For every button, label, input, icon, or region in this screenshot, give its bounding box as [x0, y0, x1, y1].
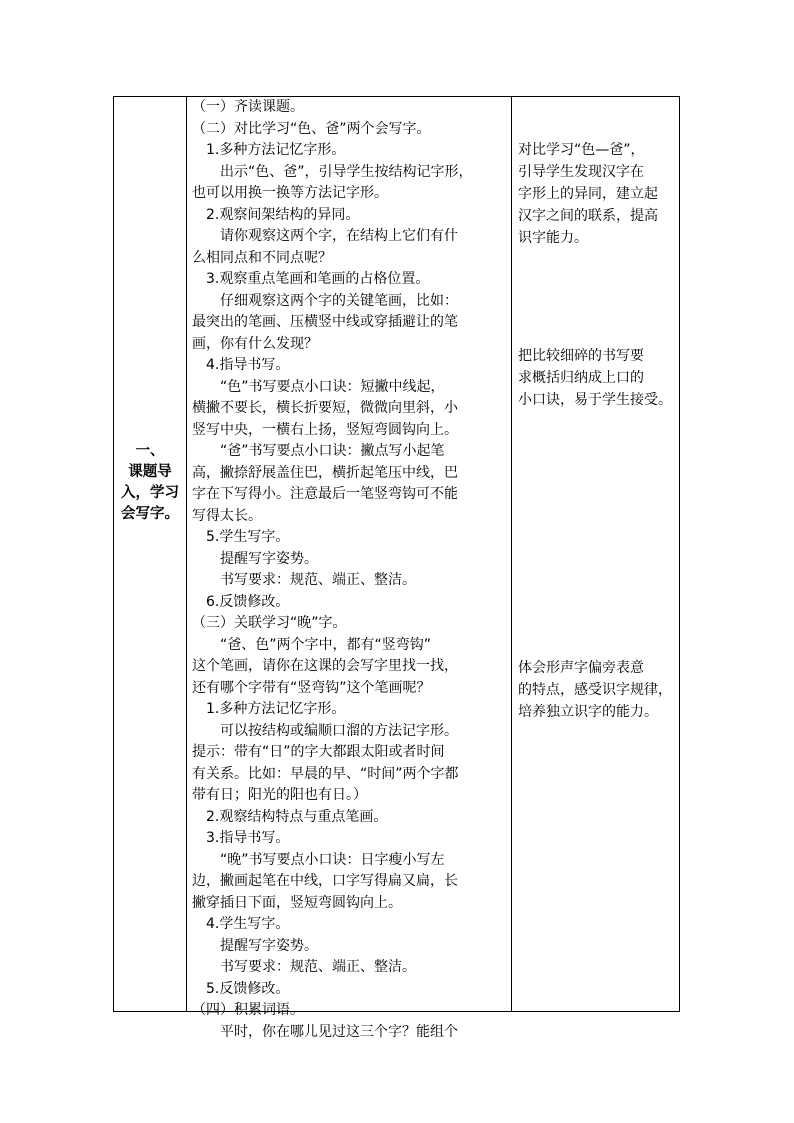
- content-line: “爸”书写要点小口诀：撇点写小起笔: [192, 443, 445, 459]
- column-divider-1: [186, 97, 187, 1011]
- content-line: 写得太长。: [192, 507, 262, 524]
- column-divider-2: [511, 97, 512, 1011]
- design-note-3: [518, 657, 678, 723]
- content-line: 平时，你在哪儿见过这三个字？能组个: [192, 1023, 458, 1040]
- design-note-2: [518, 345, 678, 411]
- content-line: （三）关联学习“晚”字。: [192, 615, 347, 631]
- content-line: 仔细观察这两个字的关键笔画，比如：: [192, 292, 458, 309]
- content-line: （二）对比学习“色、爸”两个会写字。: [192, 120, 431, 137]
- content-line: 4.指导书写。: [192, 357, 290, 373]
- note-line: 小口诀，易于学生接受。: [518, 392, 672, 408]
- section-title-line: 一、: [135, 443, 165, 459]
- content-line: 书写要求：规范、端正、整洁。: [192, 959, 416, 975]
- content-line: 5.反馈修改。: [192, 980, 290, 997]
- content-line: （一）齐读课题。: [192, 99, 304, 115]
- content-line: “晚”书写要点小口诀：日字瘦小写左: [192, 851, 445, 868]
- content-line: 请你观察这两个字，在结构上它们有什: [192, 228, 458, 244]
- section-title-line: 会写字。: [121, 506, 179, 522]
- section-title-line: 课题导: [128, 464, 172, 480]
- content-line: 可以按结构或编顺口溜的方法记字形。: [192, 722, 458, 739]
- content-line: 提醒写字姿势。: [192, 937, 318, 954]
- content-line: 提醒写字姿势。: [192, 550, 318, 567]
- note-line: 汉字之间的联系，提高: [518, 208, 658, 224]
- content-line: 有关系。比如：早晨的早、“时间”两个字都: [192, 765, 459, 782]
- content-line: 撇穿插日下面，竖短弯圆钩向上。: [192, 894, 402, 911]
- content-line: 5.学生写字。: [192, 529, 290, 545]
- lesson-plan-table: [113, 96, 680, 1040]
- section-title-cell: [114, 441, 186, 525]
- content-line: “爸、色”两个字中，都有“竖弯钩”: [192, 636, 432, 653]
- content-line: 2.观察结构特点与重点笔画。: [192, 808, 388, 825]
- content-line: 这个笔画，请你在这课的会写字里找一找，: [192, 658, 458, 674]
- content-line: 带有日；阳光的阳也有日。）: [192, 787, 367, 803]
- content-line: 6.反馈修改。: [192, 593, 290, 610]
- content-line: 出示“色、爸”，引导学生按结构记字形，: [192, 163, 473, 180]
- section-title-line: 入，学习: [121, 485, 179, 501]
- note-line: 对比学习“色—爸”，: [518, 142, 645, 158]
- content-line: 横撇不要长，横长折要短，微微向里斜，小: [192, 400, 458, 416]
- content-line: 么相同点和不同点呢？: [192, 249, 332, 266]
- content-line: 字在下写得小。注意最后一笔竖弯钩可不能: [192, 486, 458, 502]
- note-line: 引导学生发现汉字在: [518, 164, 644, 180]
- content-line: 也可以用换一换等方法记字形。: [192, 185, 388, 201]
- content-line: “色”书写要点小口诀：短撇中线起，: [192, 378, 445, 395]
- content-line: 2.观察间架结构的异同。: [192, 206, 360, 223]
- note-line: 的特点，感受识字规律，: [518, 682, 672, 698]
- content-line: 还有哪个字带有“竖弯钩”这个笔画呢？: [192, 679, 431, 696]
- note-line: 把比较细碎的书写要: [518, 348, 644, 364]
- content-line: 1.多种方法记忆字形。: [192, 701, 346, 717]
- note-line: 求概括归纳成上口的: [518, 370, 644, 386]
- content-line: 竖写中央，一横右上扬，竖短弯圆钩向上。: [192, 421, 458, 438]
- note-line: 识字能力。: [518, 230, 588, 246]
- note-line: 培养独立识字的能力。: [518, 704, 658, 720]
- content-line: 最突出的笔画、压横竖中线或穿插避让的笔: [192, 314, 458, 330]
- content-line: 3.观察重点笔画和笔画的占格位置。: [192, 271, 430, 287]
- content-line: 画，你有什么发现？: [192, 335, 318, 352]
- content-line: 4.学生写字。: [192, 916, 290, 932]
- note-line: 字形上的异同，建立起: [518, 186, 658, 202]
- content-line: 提示：带有“日”的字大都跟太阳或者时间: [192, 744, 445, 760]
- content-line: 1.多种方法记忆字形。: [192, 142, 346, 158]
- teaching-process-cell: [192, 97, 508, 1043]
- content-line: 边，撇画起笔在中线，口字写得扁又扁，长: [192, 873, 458, 889]
- design-note-1: [518, 139, 678, 249]
- content-line: 3.指导书写。: [192, 830, 290, 846]
- note-line: 体会形声字偏旁表意: [518, 660, 644, 676]
- content-line: 书写要求：规范、端正、整洁。: [192, 572, 416, 588]
- content-line: （四）积累词语。: [192, 1002, 304, 1018]
- content-line: 高，撇捺舒展盖住巴，横折起笔压中线，巴: [192, 464, 458, 481]
